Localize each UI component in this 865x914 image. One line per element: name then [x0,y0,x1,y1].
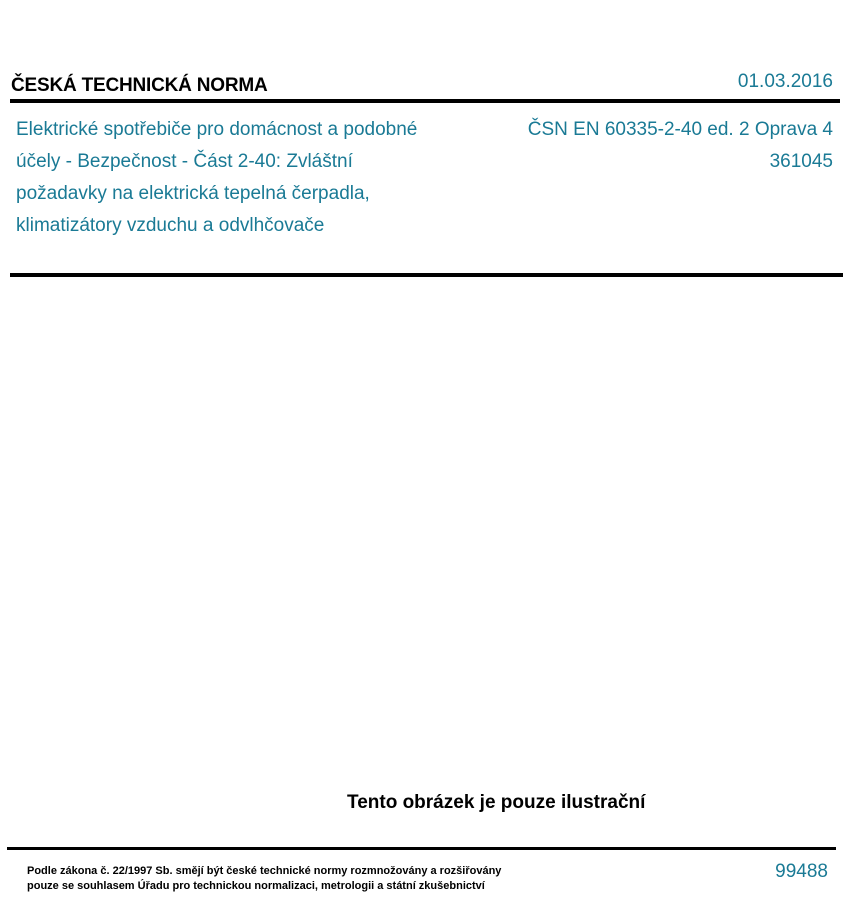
legal-notice-line: Podle zákona č. 22/1997 Sb. smějí být české technické normy rozmnožovány a rozšiřovány [27,865,502,877]
document-code: 99488 [775,861,828,882]
top-divider [10,99,840,103]
document-title-line: Elektrické spotřebiče pro domácnost a podobné [16,119,418,140]
middle-divider [10,273,843,277]
document-title-line: klimatizátory vzduchu a odvlhčovače [16,215,325,236]
legal-notice-line: pouze se souhlasem Úřadu pro technickou normalizaci, metrologii a státní zkušebnictví [27,880,485,892]
classification-code: 361045 [769,151,833,172]
legal-notice [27,864,501,894]
document-title-line: účely - Bezpečnost - Část 2-40: Zvláštní [16,151,353,172]
illustration-note: Tento obrázek je pouze ilustrační [347,792,646,813]
publication-date: 01.03.2016 [737,71,833,92]
document-type-heading: ČESKÁ TECHNICKÁ NORMA [11,75,268,96]
content-area [10,280,840,780]
bottom-divider [7,847,836,850]
standard-number: ČSN EN 60335-2-40 ed. 2 Oprava 4 [527,119,833,140]
document-title-line: požadavky na elektrická tepelná čerpadla, [16,183,370,204]
document-title [16,114,476,242]
standard-info [473,114,833,178]
